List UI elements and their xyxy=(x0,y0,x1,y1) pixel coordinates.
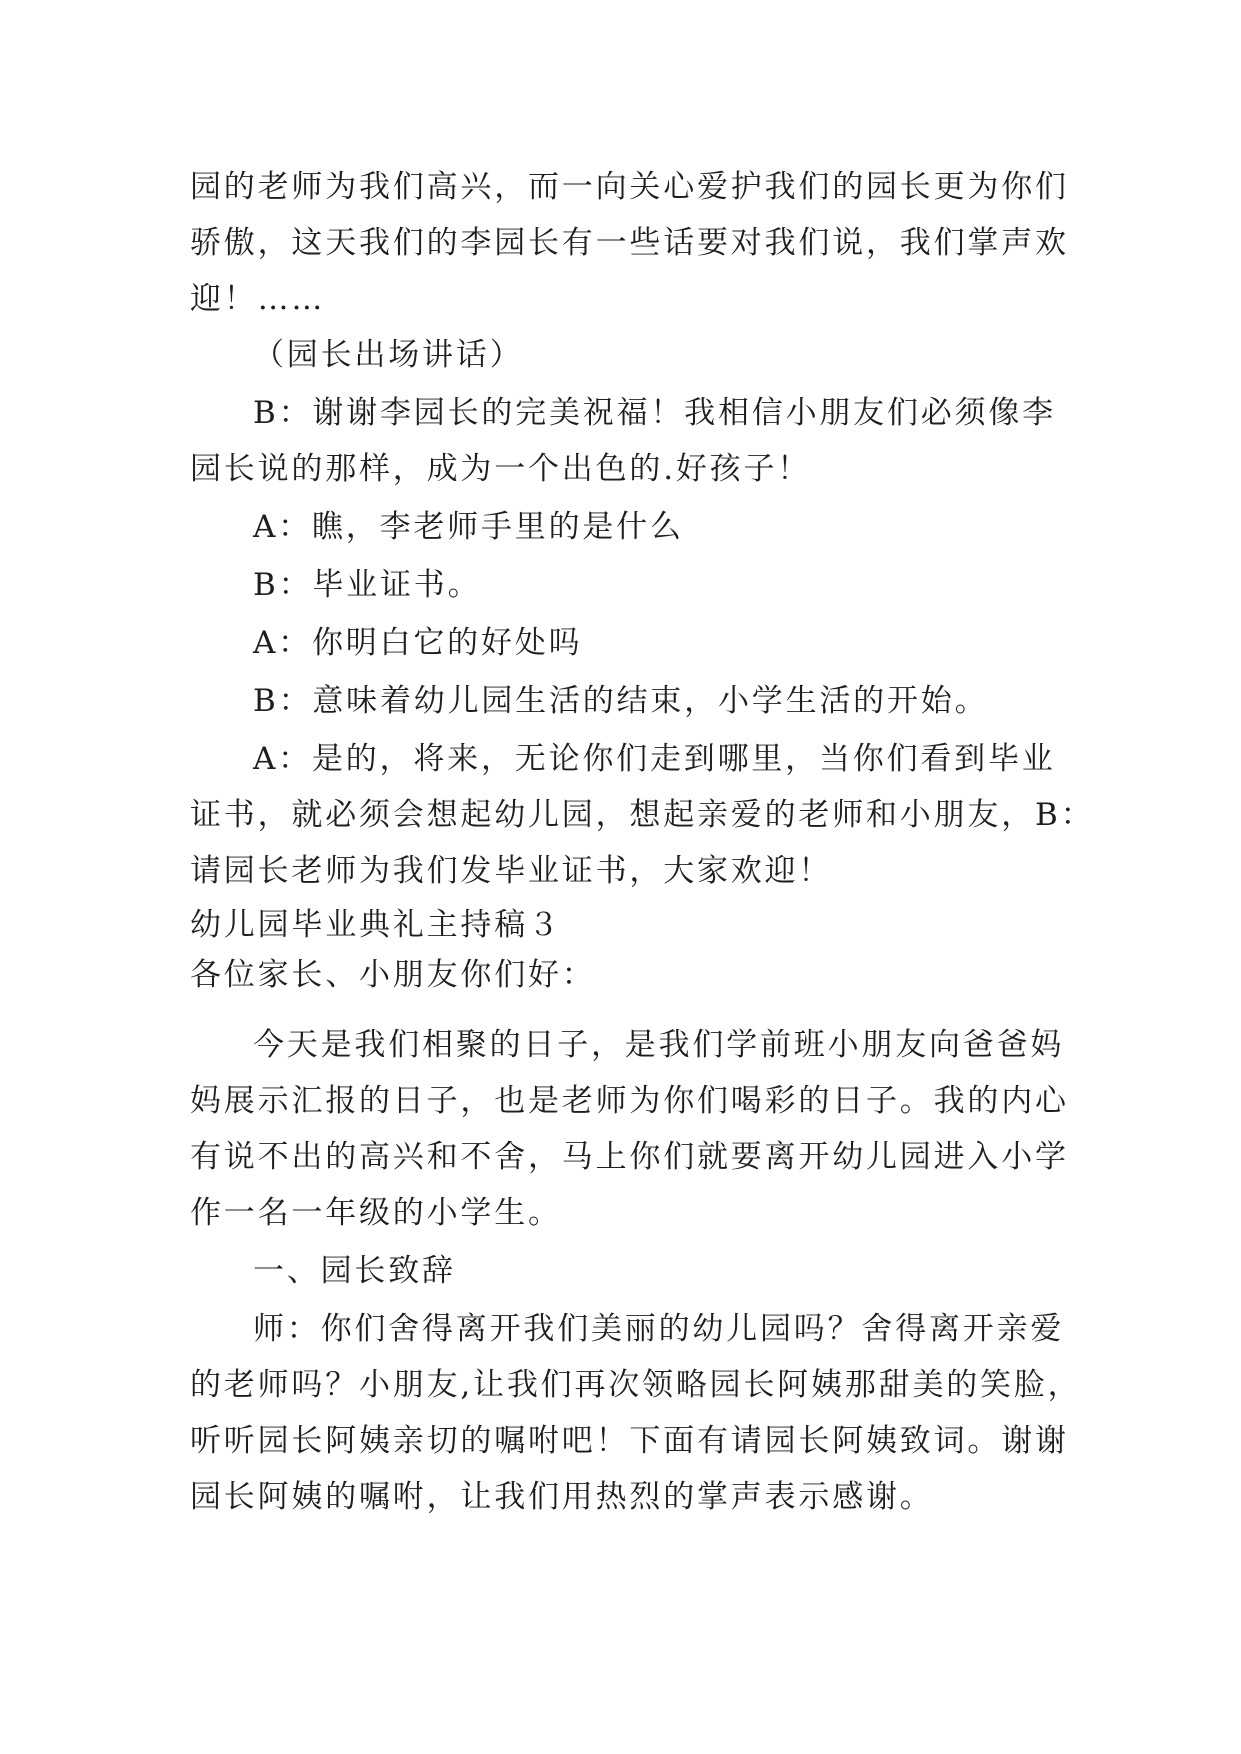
paragraph-line: 证书，就必须会想起幼儿园，想起亲爱的老师和小朋友，B： xyxy=(190,797,1095,833)
paragraph-line: B：谢谢李园长的完美祝福！我相信小朋友们必须像李 xyxy=(253,395,1056,431)
paragraph-line: A：你明白它的好处吗 xyxy=(253,625,583,661)
paragraph-line: 骄傲，这天我们的李园长有一些话要对我们说，我们掌声欢 xyxy=(190,225,1069,261)
paragraph-line: 听听园长阿姨亲切的嘱咐吧！下面有请园长阿姨致词。谢谢 xyxy=(190,1423,1069,1459)
paragraph-line: 今天是我们相聚的日子，是我们学前班小朋友向爸爸妈 xyxy=(253,1027,1065,1063)
paragraph-line: 有说不出的高兴和不舍，马上你们就要离开幼儿园进入小学 xyxy=(190,1139,1069,1175)
paragraph-line: B：毕业证书。 xyxy=(253,567,482,603)
paragraph-line: 妈展示汇报的日子，也是老师为你们喝彩的日子。我的内心 xyxy=(190,1083,1069,1119)
paragraph-line: 园的老师为我们高兴，而一向关心爱护我们的园长更为你们 xyxy=(190,169,1069,205)
paragraph-line: 的老师吗？小朋友,让我们再次领略园长阿姨那甜美的笑脸， xyxy=(190,1367,1082,1403)
greeting-line: 各位家长、小朋友你们好： xyxy=(190,957,596,993)
paragraph-line: （园长出场讲话） xyxy=(253,337,524,373)
paragraph-line: A：是的，将来，无论你们走到哪里，当你们看到毕业 xyxy=(253,741,1056,777)
paragraph-line: B：意味着幼儿园生活的结束，小学生活的开始。 xyxy=(253,683,989,719)
paragraph-line: 请园长老师为我们发毕业证书，大家欢迎！ xyxy=(190,853,833,889)
paragraph-line: 园长说的那样，成为一个出色的.好孩子！ xyxy=(190,451,812,487)
paragraph-line: 师：你们舍得离开我们美丽的幼儿园吗？舍得离开亲爱 xyxy=(253,1311,1065,1347)
paragraph-line: 迎！…… xyxy=(190,281,326,317)
paragraph-line: A：瞧，李老师手里的是什么 xyxy=(253,509,684,545)
subheading-line: 一、园长致辞 xyxy=(253,1253,456,1289)
section-heading: 幼儿园毕业典礼主持稿３ xyxy=(190,907,562,943)
paragraph-line: 园长阿姨的嘱咐，让我们用热烈的掌声表示感谢。 xyxy=(190,1479,934,1515)
paragraph-line: 作一名一年级的小学生。 xyxy=(190,1195,562,1231)
